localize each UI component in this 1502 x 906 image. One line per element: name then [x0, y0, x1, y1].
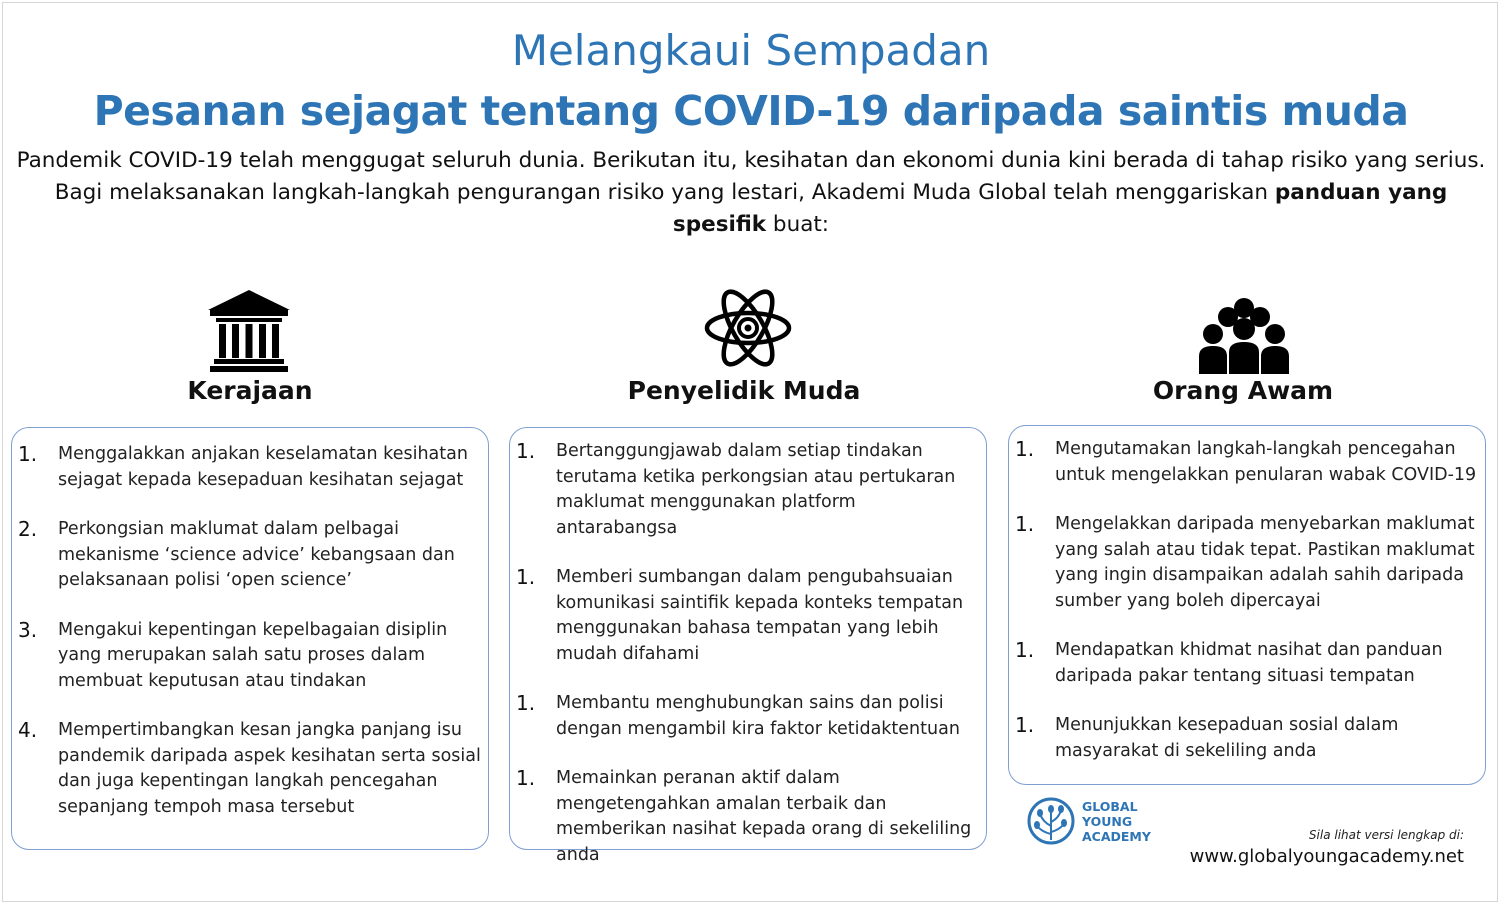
list-item-text: Mengakui kepentingan kepelbagaian disiplin yang merupakan salah satu proses dalam membuat keputusan atau tindakan	[58, 619, 448, 691]
intro-text	[10, 145, 1492, 241]
full-version-note: Sila lihat versi lengkap di:	[1308, 828, 1464, 842]
list-item-text: Menggalakkan anjakan keselamatan kesihatan sejagat kepada kesepaduan kesihatan sejagat	[58, 444, 468, 490]
group-people-icon	[1199, 296, 1289, 374]
list-item-text: Mengelakkan daripada menyebarkan maklumat yang salah atau tidak tepat. Pastikan maklumat yang ingin disampaikan adalah sahih daripada sumber yang boleh dipercayai	[1055, 514, 1475, 611]
list-item-number: 2.	[18, 517, 38, 541]
intro-paragraph-1: Pandemik COVID-19 telah menggugat seluruh dunia. Berikutan itu, kesihatan dan ekonomi dunia kini berada di tahap risiko yang serius.	[16, 148, 1486, 173]
list-item-text: Bertanggungjawab dalam setiap tindakan terutama ketika perkongsian atau pertukaran maklumat menggunakan platform antarabangsa	[556, 441, 956, 538]
intro-paragraph-2-bold: panduan yang spesifik	[672, 180, 1448, 237]
list-item-text: Menunjukkan kesepaduan sosial dalam masyarakat di sekeliling anda	[1055, 715, 1399, 761]
list-item-number: 1.	[18, 442, 38, 466]
orang-awam-list	[1015, 437, 1479, 764]
list-item-number: 1.	[1015, 512, 1035, 536]
list-item	[18, 517, 482, 594]
list-item	[1015, 638, 1479, 689]
list-item-number: 1.	[1015, 713, 1035, 737]
intro-paragraph-2-text: Bagi melaksanakan langkah-langkah pengurangan risiko yang lestari, Akademi Muda Global telah menggariskan	[54, 180, 1275, 205]
heading-orang-awam: Orang Awam	[1152, 376, 1334, 405]
list-item-text: Memberi sumbangan dalam pengubahsuaian komunikasi saintifik kepada konteks tempatan menggunakan bahasa tempatan yang lebih mudah difahami	[556, 567, 964, 664]
list-item	[1015, 713, 1479, 764]
list-item	[1015, 437, 1479, 488]
kerajaan-list	[18, 442, 482, 820]
penyelidik-guideline-box	[509, 427, 987, 865]
heading-kerajaan: Kerajaan	[187, 376, 313, 405]
gya-wordmark-line: GLOBAL	[1082, 798, 1138, 814]
gya-wordmark-line: ACADEMY	[1082, 828, 1151, 844]
list-item-number: 1.	[1015, 437, 1035, 461]
government-building-icon	[206, 288, 292, 374]
list-item-text: Mempertimbangkan kesan jangka panjang isu pandemik daripada aspek kesihatan serta sosial dan juga kepentingan langkah pencegahan sepanjang tempoh masa tersebut	[58, 720, 481, 817]
page-title: Melangkaui Sempadan	[511, 26, 991, 75]
list-item	[516, 565, 980, 667]
list-item-text: Memainkan peranan aktif dalam mengetengahkan amalan terbaik dan memberikan nasihat kepada orang di sekeliling anda	[556, 768, 972, 865]
website-link[interactable]: www.globalyoungacademy.net	[1189, 846, 1464, 867]
intro-paragraph-2-end: buat:	[766, 212, 830, 237]
orang-awam-guideline-box	[1008, 425, 1486, 785]
list-item	[18, 618, 482, 695]
list-item-number: 1.	[1015, 638, 1035, 662]
list-item	[18, 718, 482, 820]
intro-paragraph-2	[10, 177, 1492, 241]
list-item	[516, 439, 980, 541]
list-item-number: 1.	[516, 766, 536, 790]
list-item-number: 1.	[516, 565, 536, 589]
list-item	[516, 691, 980, 742]
list-item-text: Mengutamakan langkah-langkah pencegahan untuk mengelakkan penularan wabak COVID-19	[1055, 439, 1477, 485]
list-item-number: 4.	[18, 718, 38, 742]
list-item	[18, 442, 482, 493]
gya-emblem-icon	[1026, 796, 1076, 846]
atom-icon	[703, 283, 793, 373]
list-item-number: 1.	[516, 439, 536, 463]
heading-penyelidik-muda: Penyelidik Muda	[627, 376, 861, 405]
list-item-text: Perkongsian maklumat dalam pelbagai mekanisme ‘science advice’ kebangsaan dan pelaksanaan polisi ‘open science’	[58, 519, 455, 590]
list-item-text: Mendapatkan khidmat nasihat dan panduan daripada pakar tentang situasi tempatan	[1055, 640, 1443, 686]
global-young-academy-logo	[1026, 796, 1151, 846]
kerajaan-guideline-box	[11, 427, 489, 850]
list-item-number: 3.	[18, 617, 38, 642]
list-item-number: 1.	[516, 691, 536, 715]
penyelidik-list	[516, 439, 980, 868]
list-item-text: Membantu menghubungkan sains dan polisi dengan mengambil kira faktor ketidaktentuan	[556, 693, 960, 739]
list-item	[1015, 512, 1479, 614]
gya-wordmark-line: YOUNG	[1082, 813, 1133, 829]
list-item	[516, 766, 980, 868]
page-subtitle: Pesanan sejagat tentang COVID-19 daripada saintis muda	[93, 87, 1409, 135]
gya-wordmark	[1082, 799, 1151, 844]
